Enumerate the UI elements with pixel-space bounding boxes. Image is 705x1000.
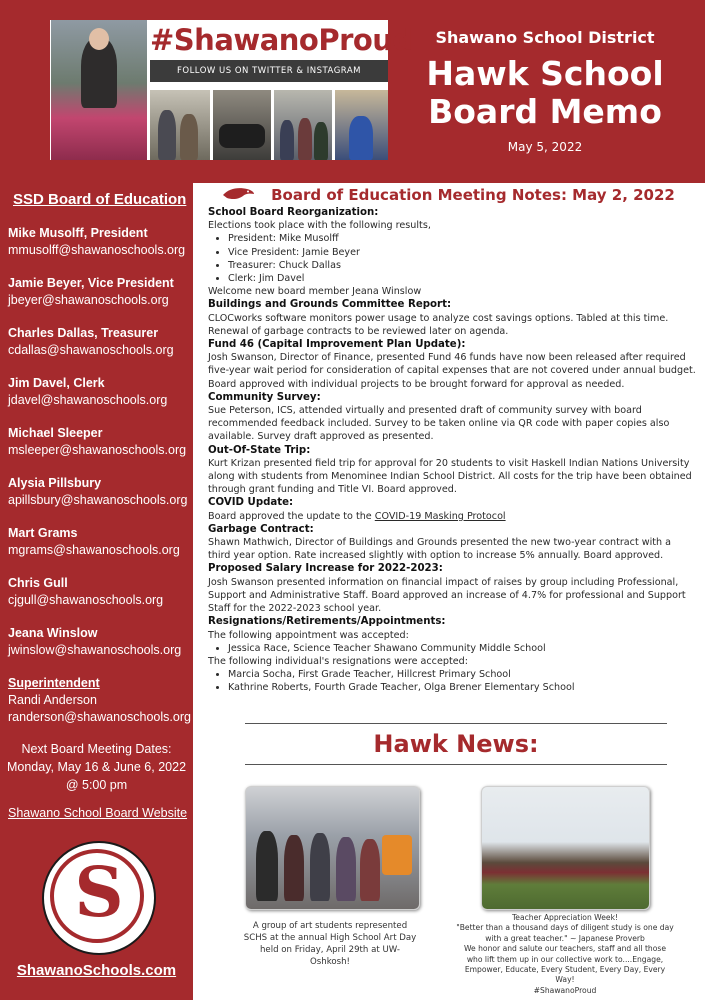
caption-honor: We honor and salute our teachers, staff and all those who lift them up in our collective work to....Engage, Empower, Educate, Every Student, Every Day, Every Way! xyxy=(463,944,667,985)
member-email[interactable]: jwinslow@shawanoschools.org xyxy=(8,643,182,657)
divider xyxy=(245,764,667,765)
buildings-grounds-heading: Buildings and Grounds Committee Report: xyxy=(208,299,452,311)
garbage-contract-heading: Garbage Contract: xyxy=(208,523,314,535)
follow-prefix: FOLLOW US ON TWITTER & INSTAGRAM xyxy=(176,66,362,76)
list-item: • President: Mike Musolff xyxy=(228,232,696,245)
art-students-photo xyxy=(245,786,420,910)
member-name: Jim Davel, Clerk xyxy=(8,376,105,390)
fund-46-text: Josh Swanson, Director of Finance, presented Fund 46 funds have now been released after required five-year wait period for consideration of capital expenses that are not covered under annual budget. Board approved with individual projects to be brought forward for approval as needed. xyxy=(208,352,696,390)
kids-photo xyxy=(335,90,388,160)
superintendent-email[interactable]: randerson@shawanoschools.org xyxy=(8,710,191,724)
resignation-list xyxy=(208,668,696,694)
member-name: Jamie Beyer, Vice President xyxy=(8,276,174,290)
covid-update-text xyxy=(208,510,696,523)
buildings-grounds-text: CLOCworks software monitors power usage to analyze cost savings options. Tabled at this time. Renewal of garbage contracts to be reviewed later on agenda. xyxy=(208,312,669,337)
reorg-intro: Elections took place with the following results, xyxy=(208,220,431,232)
superintendent-label: Superintendent xyxy=(8,676,100,690)
students-photo xyxy=(150,90,210,160)
member-email[interactable]: jbeyer@shawanoschools.org xyxy=(8,293,169,307)
vehicle-photo xyxy=(213,90,271,160)
garbage-contract-text: Shawn Mathwich, Director of Buildings and Grounds presented the new two-year contract with a third year option. Rate increased slightly with option to increase 5% annually. Board approved. xyxy=(208,537,672,562)
board-member xyxy=(8,575,191,609)
shawano-proud-brand: #ShawanoProud xyxy=(150,23,413,57)
community-survey-heading: Community Survey: xyxy=(208,391,321,403)
district-name: Shawano School District xyxy=(435,28,655,47)
member-email[interactable]: cdallas@shawanoschools.org xyxy=(8,343,174,357)
member-name: Mike Musolff, President xyxy=(8,226,148,240)
appointment-list xyxy=(208,642,696,655)
covid-update-prefix: Board approved the update to the xyxy=(208,510,372,522)
salary-increase-text: Josh Swanson presented information on financial impact of raises by group including Professional, Support and Administrative Staff. Board approved an increase of 4.7% for professional and Support Staff for the 2022-2023 school year. xyxy=(208,576,686,615)
caption-hashtag: #ShawanoProud xyxy=(533,985,597,995)
member-email[interactable]: cjgull@shawanoschools.org xyxy=(8,593,164,607)
list-item: • Vice President: Jamie Beyer xyxy=(228,246,696,259)
covid-masking-protocol-link[interactable]: COVID-19 Masking Protocol xyxy=(374,510,506,522)
board-sidebar xyxy=(0,183,193,1000)
appointment-intro: The following appointment was accepted: xyxy=(208,629,409,641)
list-item: • Clerk: Jim Davel xyxy=(228,272,696,285)
logo-s: S xyxy=(74,853,124,933)
member-name: Mart Grams xyxy=(8,526,78,540)
member-email[interactable]: jdavel@shawanoschools.org xyxy=(8,393,168,407)
photo-collage xyxy=(50,20,413,160)
hawk-icon xyxy=(221,186,255,202)
reorg-list xyxy=(208,232,696,285)
teacher-appreciation-caption xyxy=(455,913,675,996)
reorg-heading: School Board Reorganization: xyxy=(208,207,379,218)
member-name: Jeana Winslow xyxy=(8,626,98,640)
next-meeting-label: Next Board Meeting Dates: xyxy=(21,742,172,756)
resignations-heading: Resignations/Retirements/Appointments: xyxy=(208,616,446,628)
list-item: • Marcia Socha, First Grade Teacher, Hillcrest Primary School xyxy=(228,668,696,681)
member-name: Chris Gull xyxy=(8,576,68,590)
out-of-state-trip-text: Kurt Krizan presented field trip for approval for 20 students to visit Haskell Indian Nations University along with students from Menominee Indian School District. All costs for the trip have been obtained through grant funding and Title VI. Board approved. xyxy=(208,457,692,496)
next-meeting-dates xyxy=(0,740,193,794)
member-email[interactable]: mmusolff@shawanoschools.org xyxy=(8,243,186,257)
board-member xyxy=(8,325,191,359)
member-name: Michael Sleeper xyxy=(8,426,103,440)
caption-quote: "Better than a thousand days of diligent study is one day with a great teacher." ~ Japanese Proverb xyxy=(456,923,674,943)
memo-title-line1: Hawk School xyxy=(426,54,664,93)
list-item: • Treasurer: Chuck Dallas xyxy=(228,259,696,272)
member-email[interactable]: mgrams@shawanoschools.org xyxy=(8,543,180,557)
follow-bar xyxy=(150,60,388,82)
member-name: Charles Dallas, Treasurer xyxy=(8,326,159,340)
next-meeting-days: Monday, May 16 & June 6, 2022 xyxy=(6,760,187,774)
superintendent-name: Randi Anderson xyxy=(8,693,97,707)
board-member xyxy=(8,625,191,659)
memo-title xyxy=(405,55,685,131)
reorg-welcome: Welcome new board member Jeana Winslow xyxy=(208,286,422,298)
next-meeting-time: @ 5:00 pm xyxy=(65,778,128,792)
member-name: Alysia Pillsbury xyxy=(8,476,102,490)
sidebar-heading: SSD Board of Education xyxy=(13,191,187,208)
board-member xyxy=(8,525,191,559)
board-member xyxy=(8,225,191,259)
list-item: • Jessica Race, Science Teacher Shawano Community Middle School xyxy=(228,642,696,655)
member-email[interactable]: msleeper@shawanoschools.org xyxy=(8,443,187,457)
student-greenhouse-photo xyxy=(51,20,147,160)
memo-date: May 5, 2022 xyxy=(507,140,583,154)
covid-update-heading: COVID Update: xyxy=(208,497,294,509)
board-member xyxy=(8,375,191,409)
crowd-photo xyxy=(274,90,332,160)
meeting-notes xyxy=(208,206,696,695)
salary-increase-heading: Proposed Salary Increase for 2022-2023: xyxy=(208,563,443,575)
teacher-appreciation-photo xyxy=(481,786,650,910)
board-member xyxy=(8,425,191,459)
member-email[interactable]: apillsbury@shawanoschools.org xyxy=(8,493,188,507)
out-of-state-trip-heading: Out-Of-State Trip: xyxy=(208,444,311,456)
caption-title: Teacher Appreciation Week! xyxy=(511,913,619,922)
board-member xyxy=(8,475,191,509)
community-survey-text: Sue Peterson, ICS, attended virtually and presented draft of community survey with board recommended feedback included. Survey to be taken online via QR code with paper copies also available. Survey draft approved as presented. xyxy=(208,405,670,443)
superintendent xyxy=(8,675,191,726)
shawano-hawk-logo xyxy=(42,841,156,955)
shawano-schools-link[interactable]: ShawanoSchools.com xyxy=(16,962,177,979)
memo-title-line2: Board Memo xyxy=(428,92,662,131)
meeting-notes-title: Board of Education Meeting Notes: May 2, 2022 xyxy=(271,186,675,204)
divider xyxy=(245,723,667,724)
art-day-caption: A group of art students represented SCHS at the annual High School Art Day held on Friday, April 29th at UW-Oshkosh! xyxy=(243,921,417,967)
hawk-news-heading: Hawk News: xyxy=(373,730,539,758)
fund-46-heading: Fund 46 (Capital Improvement Plan Update): xyxy=(208,339,466,351)
list-item: • Kathrine Roberts, Fourth Grade Teacher, Olga Brener Elementary School xyxy=(228,681,696,694)
board-member xyxy=(8,275,191,309)
board-website-link[interactable]: Shawano School Board Website xyxy=(8,806,188,820)
resignation-intro: The following individual's resignations were accepted: xyxy=(208,655,468,667)
